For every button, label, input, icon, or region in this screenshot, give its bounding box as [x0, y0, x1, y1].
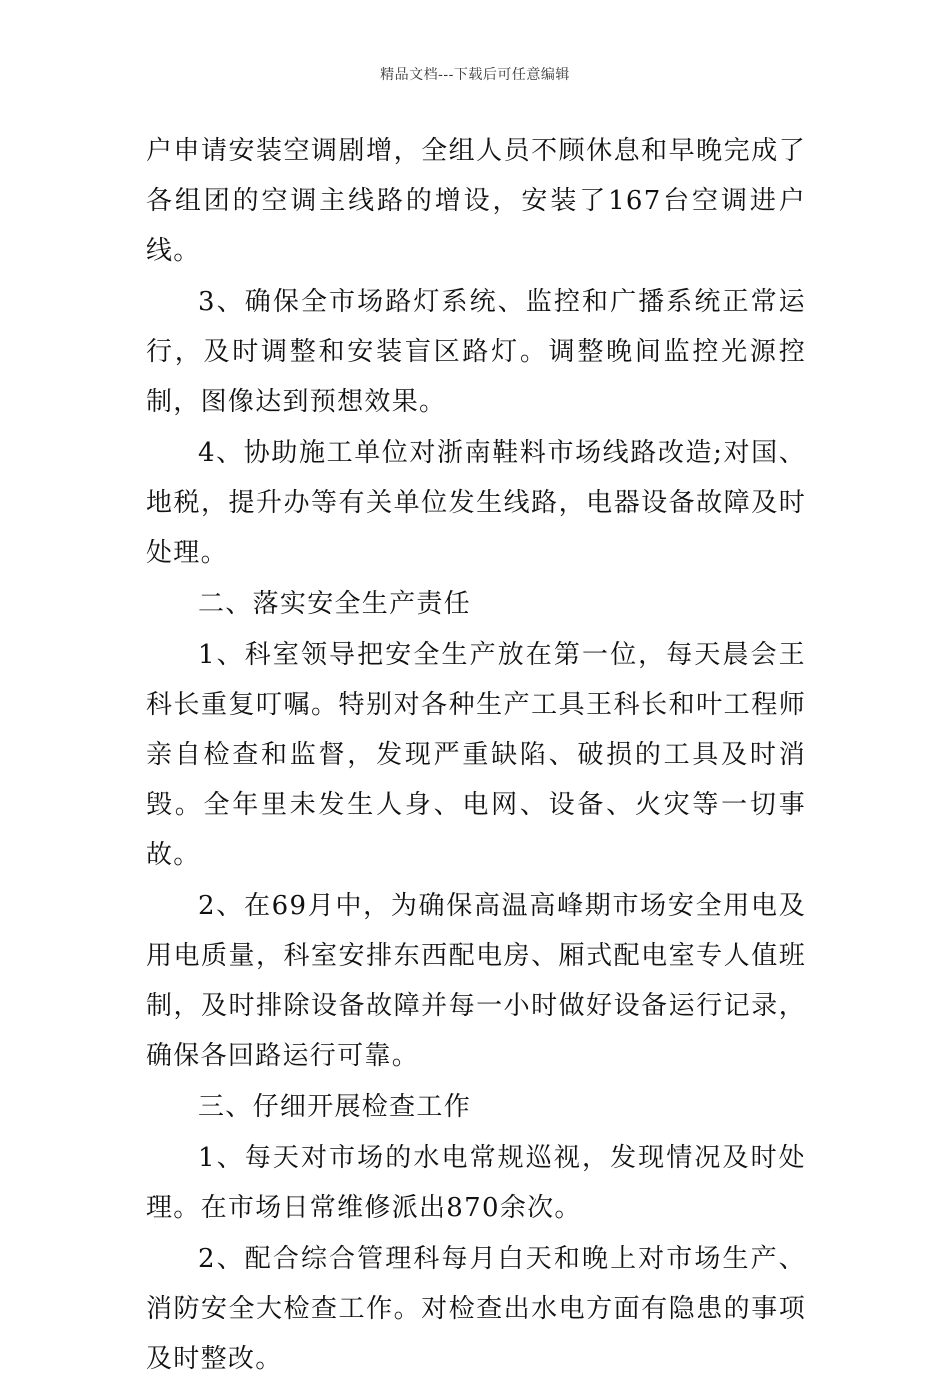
- paragraph-continuation: 户申请安装空调剧增，全组人员不顾休息和早晚完成了各组团的空调主线路的增设，安装了167台空调进户线。: [146, 136, 806, 266]
- page-header: 精品文档---下载后可任意编辑: [380, 67, 570, 83]
- paragraph-safety-1: 1、科室领导把安全生产放在第一位，每天晨会王科长重复叮嘱。特别对各种生产工具王科长和叶工程师亲自检查和监督，发现严重缺陷、破损的工具及时消毁。全年里未发生人身、电网、设备、火灾等一切事故。: [146, 640, 806, 870]
- section-heading-2: 二、落实安全生产责任: [198, 589, 472, 619]
- paragraph-safety-2: 2、在69月中，为确保高温高峰期市场安全用电及用电质量，科室安排东西配电房、厢式配电室专人值班制，及时排除设备故障并每一小时做好设备运行记录，确保各回路运行可靠。: [146, 891, 806, 1071]
- paragraph-item-3: 3、确保全市场路灯系统、监控和广播系统正常运行，及时调整和安装盲区路灯。调整晚间监控光源控制，图像达到预想效果。: [146, 287, 806, 417]
- paragraph-item-4: 4、协助施工单位对浙南鞋料市场线路改造;对国、地税，提升办等有关单位发生线路，电器设备故障及时处理。: [146, 438, 806, 568]
- section-heading-3: 三、仔细开展检查工作: [198, 1092, 472, 1122]
- paragraph-inspection-1: 1、每天对市场的水电常规巡视，发现情况及时处理。在市场日常维修派出870余次。: [146, 1143, 806, 1223]
- paragraph-inspection-2: 2、配合综合管理科每月白天和晚上对市场生产、消防安全大检查工作。对检查出水电方面有隐患的事项及时整改。: [146, 1244, 806, 1374]
- document-body: [146, 126, 806, 1385]
